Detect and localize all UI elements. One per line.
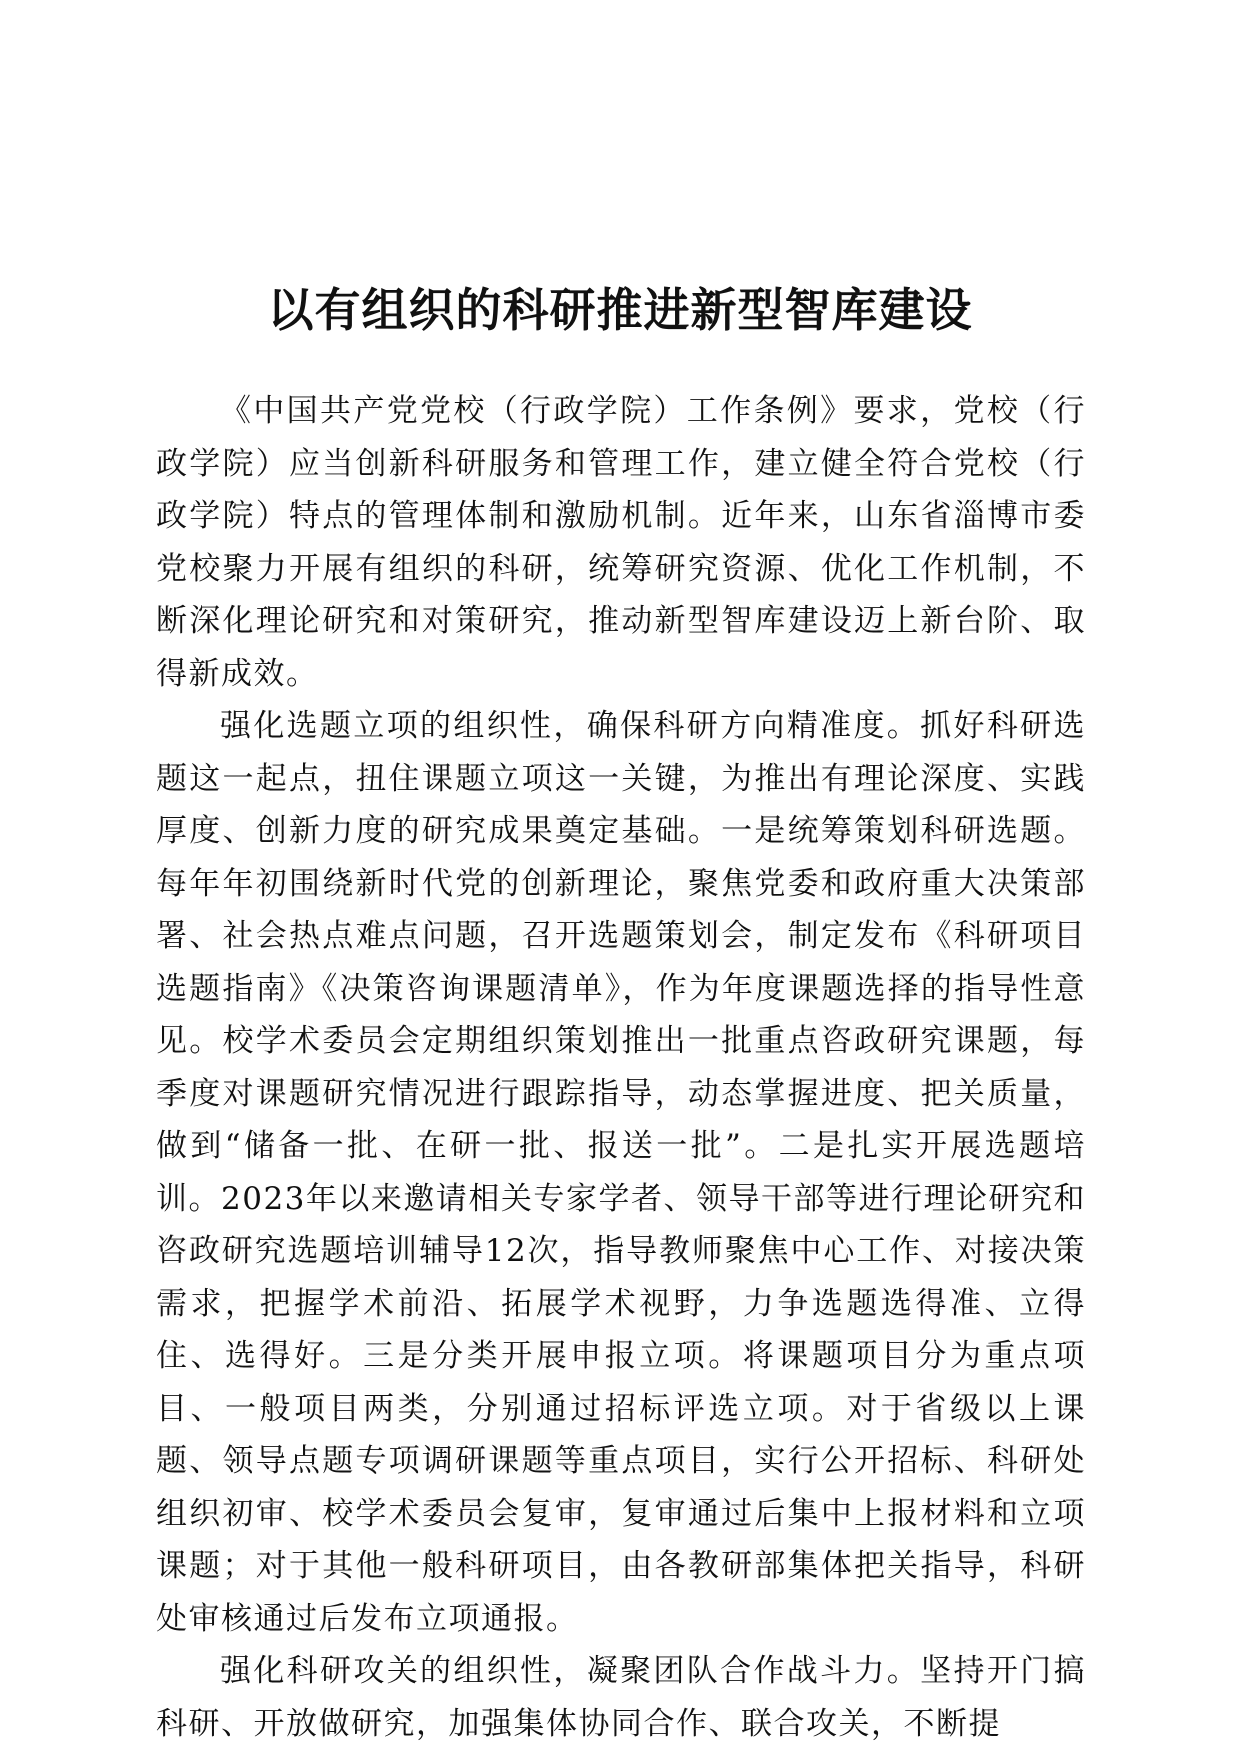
paragraph-topic-selection: 强化选题立项的组织性，确保科研方向精准度。抓好科研选题这一起点，扭住课题立项这一关键，为推出有理论深度、实践厚度、创新力度的研究成果奠定基础。一是统筹策划科研选题。每年年初围绕新时代党的创新理论，聚焦党委和政府重大决策部署、社会热点难点问题，召开选题策划会，制定发布《科研项目选题指南》《决策咨询课题清单》，作为年度课题选择的指导性意见。校学术委员会定期组织策划推出一批重点咨政研究课题，每季度对课题研究情况进行跟踪指导，动态掌握进度、把关质量，做到“储备一批、在研一批、报送一批”。二是扎实开展选题培训。2023年以来邀请相关专家学者、领导干部等进行理论研究和咨政研究选题培训辅导12次，指导教师聚焦中心工作、对接决策需求，把握学术前沿、拓展学术视野，力争选题选得准、立得住、选得好。三是分类开展申报立项。将课题项目分为重点项目、一般项目两类，分别通过招标评选立项。对于省级以上课题、领导点题专项调研课题等重点项目，实行公开招标、科研处组织初审、校学术委员会复审，复审通过后集中上报材料和立项课题；对于其他一般科研项目，由各教研部集体把关指导，科研处审核通过后发布立项通报。 bbox=[156, 708, 1086, 1637]
page-title: 以有组织的科研推进新型智库建设 bbox=[267, 282, 973, 337]
paragraph-research-collaboration: 强化科研攻关的组织性，凝聚团队合作战斗力。坚持开门搞科研、开放做研究，加强集体协同合作、联合攻关，不断提 bbox=[156, 1653, 1086, 1742]
paragraph-intro: 《中国共产党党校（行政学院）工作条例》要求，党校（行政学院）应当创新科研服务和管理工作，建立健全符合党校（行政学院）特点的管理体制和激励机制。近年来，山东省淄博市委党校聚力开展有组织的科研，统筹研究资源、优化工作机制，不断深化理论研究和对策研究，推动新型智库建设迈上新台阶、取得新成效。 bbox=[156, 393, 1086, 692]
article-body bbox=[156, 385, 1086, 1750]
